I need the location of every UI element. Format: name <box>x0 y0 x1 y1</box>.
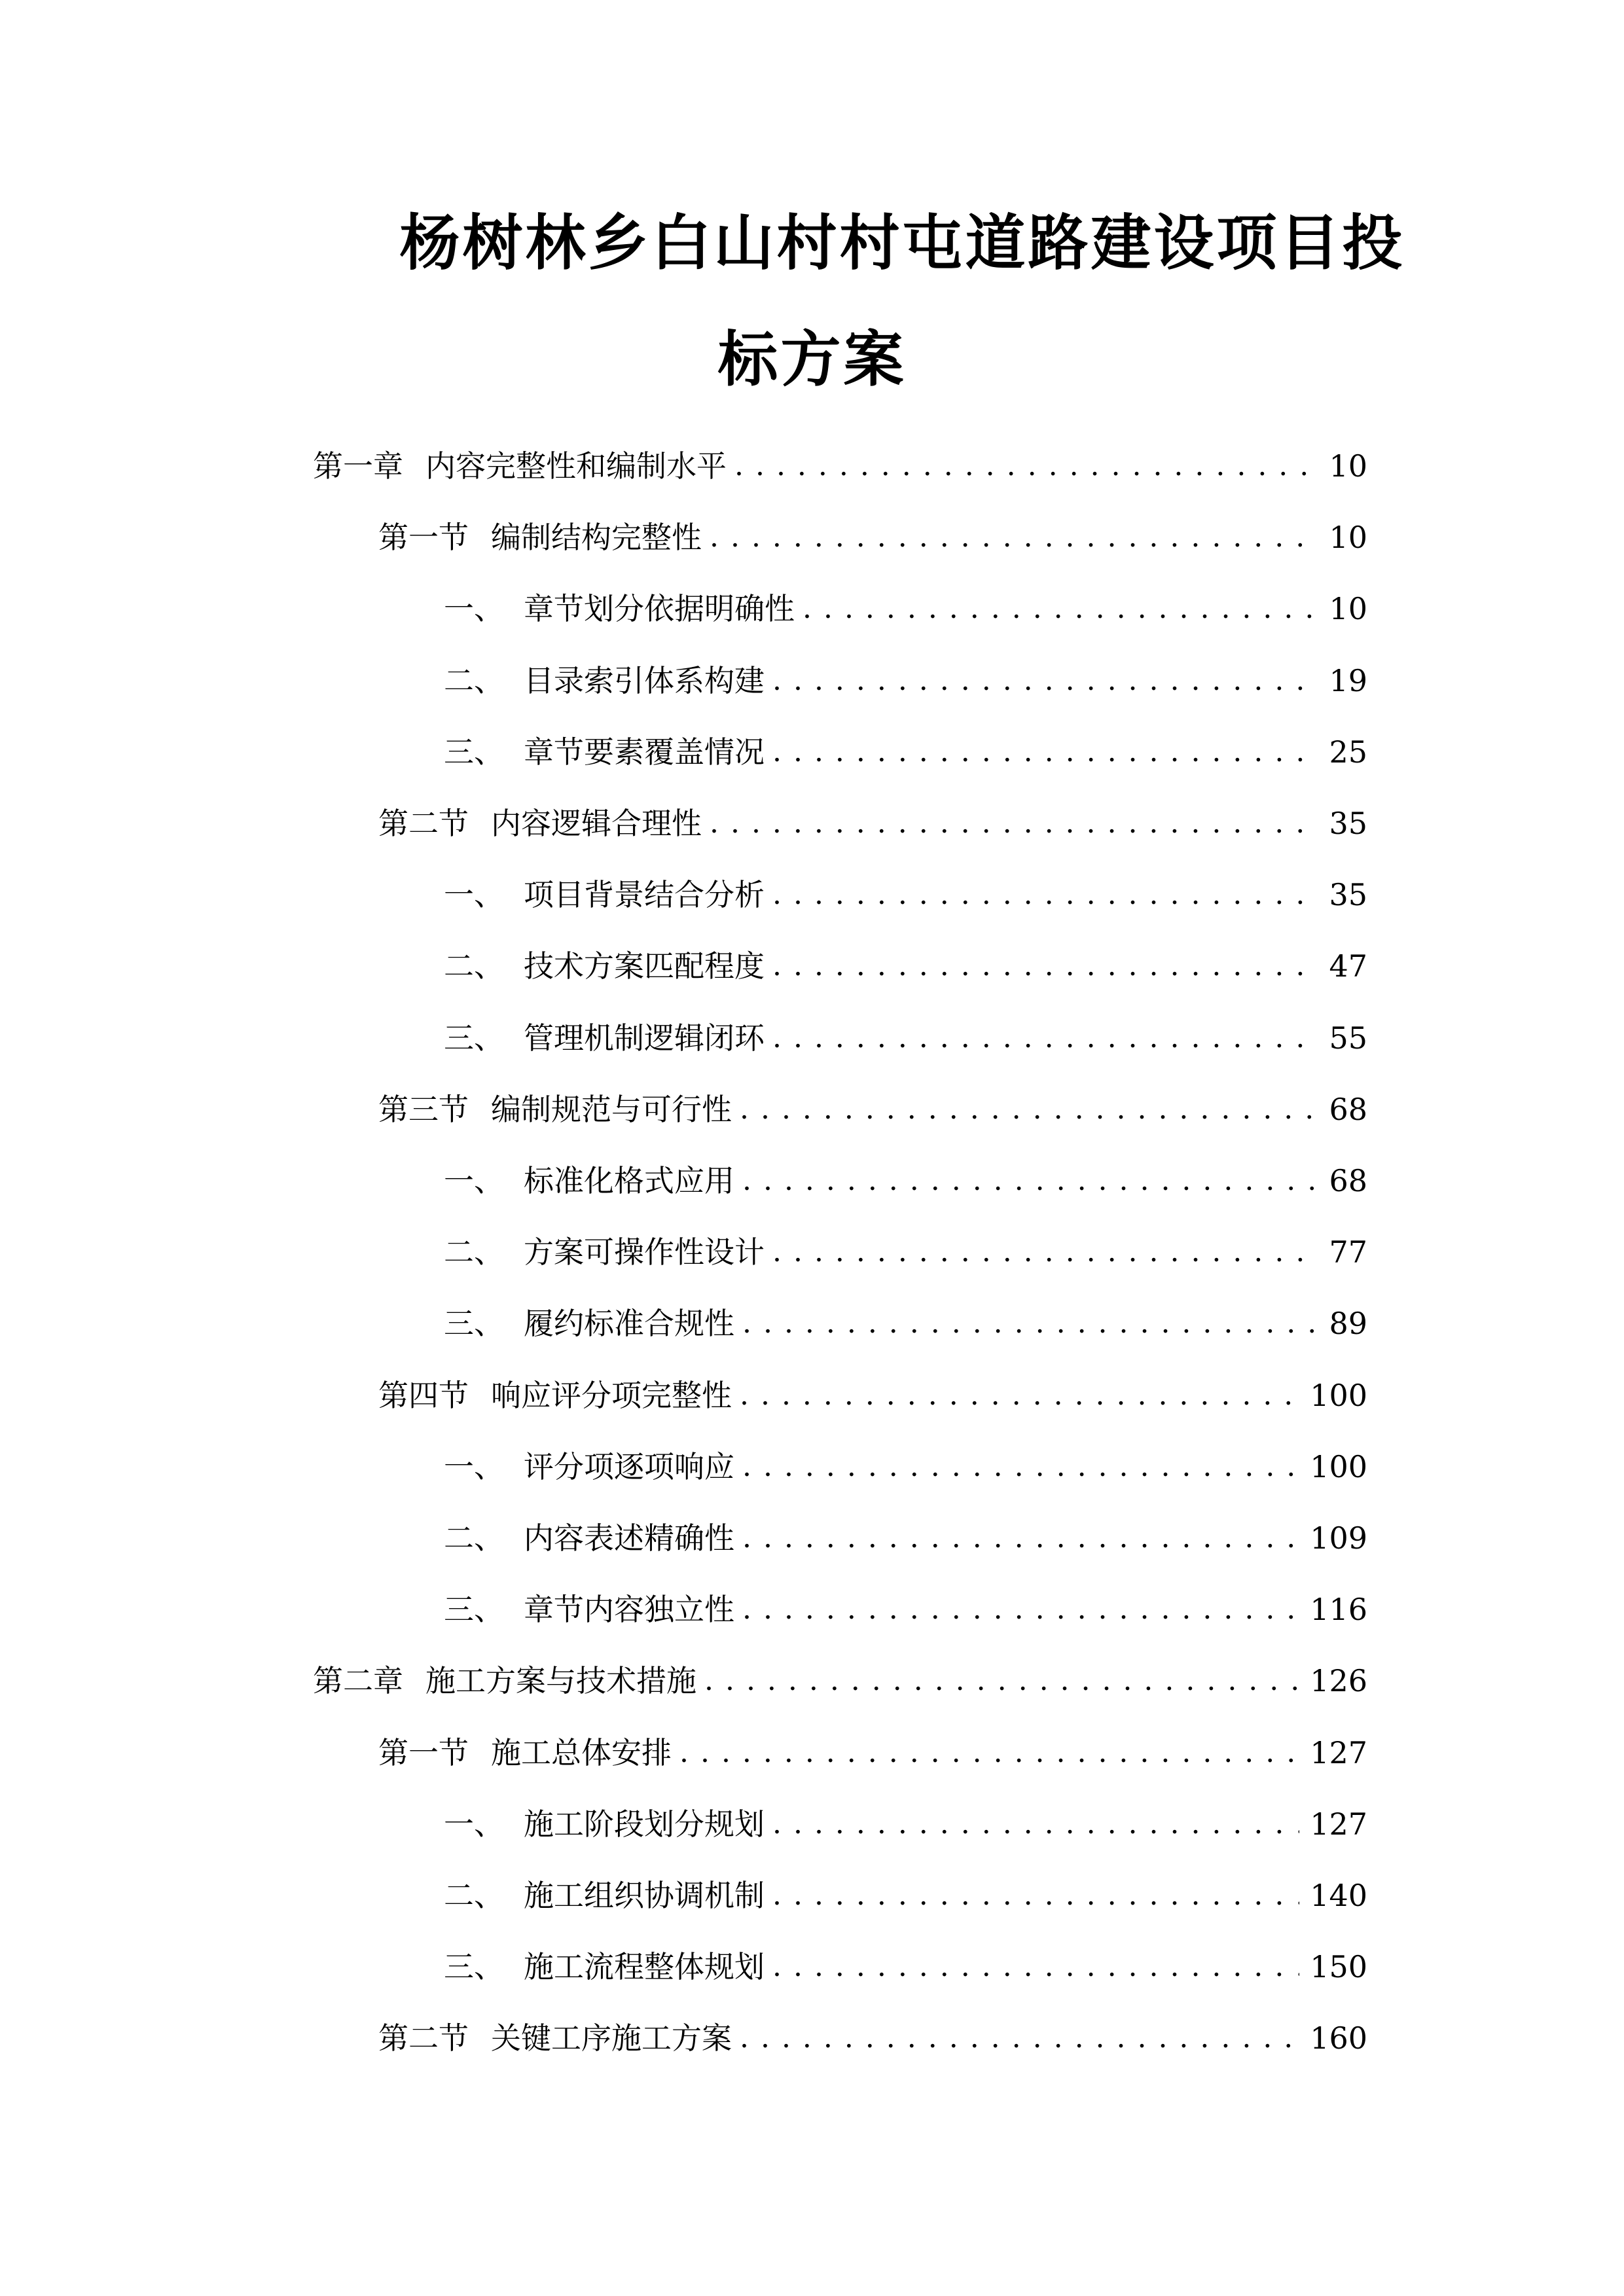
toc-entry-number: 三、 <box>444 1306 504 1341</box>
toc-entry-number: 第一章 <box>313 448 403 484</box>
toc-entry-title: 章节要素覆盖情况 <box>524 734 765 770</box>
toc-entry-title: 施工组织协调机制 <box>524 1878 765 1913</box>
toc-dot-leader <box>742 1161 1318 1200</box>
toc-entry[interactable] <box>313 446 1367 486</box>
toc-entry-page-number: 10 <box>1329 520 1367 555</box>
toc-entry-page-number: 100 <box>1310 1378 1367 1413</box>
toc-entry-number: 三、 <box>444 734 504 770</box>
toc-entry[interactable] <box>444 661 1367 700</box>
toc-dot-leader <box>734 446 1318 486</box>
toc-entry-page-number: 150 <box>1310 1949 1367 1984</box>
toc-entry[interactable] <box>378 1376 1367 1415</box>
toc-entry-number: 二、 <box>444 1878 504 1913</box>
toc-dot-leader <box>742 1447 1299 1486</box>
toc-entry-page-number: 116 <box>1310 1592 1367 1627</box>
toc-entry-number: 第一节 <box>378 520 469 555</box>
toc-entry-number: 二、 <box>444 1234 504 1270</box>
toc-dot-leader <box>772 661 1318 700</box>
toc-entry-title: 内容表述精确性 <box>524 1520 734 1556</box>
toc-dot-leader <box>772 875 1318 914</box>
toc-entry-page-number: 89 <box>1329 1306 1367 1341</box>
toc-entry[interactable] <box>378 2018 1367 2058</box>
toc-entry[interactable] <box>378 1733 1367 1772</box>
toc-entry-page-number: 109 <box>1310 1520 1367 1556</box>
toc-entry[interactable] <box>444 1447 1367 1486</box>
toc-entry-number: 二、 <box>444 1520 504 1556</box>
toc-dot-leader <box>772 1804 1299 1844</box>
toc-entry[interactable] <box>444 1304 1367 1343</box>
toc-dot-leader <box>740 1376 1299 1415</box>
toc-entry-number: 第二节 <box>378 2020 469 2056</box>
toc-entry-title: 方案可操作性设计 <box>524 1234 765 1270</box>
toc-dot-leader <box>772 1947 1299 1986</box>
toc-dot-leader <box>679 1733 1299 1772</box>
toc-entry-page-number: 160 <box>1310 2020 1367 2056</box>
toc-entry[interactable] <box>444 875 1367 914</box>
toc-entry[interactable] <box>444 1232 1367 1272</box>
toc-entry-page-number: 68 <box>1329 1092 1367 1127</box>
toc-entry-page-number: 127 <box>1310 1806 1367 1842</box>
toc-entry-page-number: 10 <box>1329 591 1367 626</box>
toc-entry-number: 一、 <box>444 1449 504 1484</box>
toc-entry-number: 第三节 <box>378 1092 469 1127</box>
toc-entry-page-number: 19 <box>1329 663 1367 698</box>
toc-entry-number: 二、 <box>444 948 504 984</box>
toc-entry[interactable] <box>444 1161 1367 1200</box>
toc-entry-number: 二、 <box>444 663 504 698</box>
toc-entry-number: 第四节 <box>378 1378 469 1413</box>
toc-dot-leader <box>772 1876 1299 1915</box>
toc-entry-title: 章节内容独立性 <box>524 1592 734 1627</box>
toc-dot-leader <box>742 1518 1299 1558</box>
toc-entry-title: 施工阶段划分规划 <box>524 1806 765 1842</box>
toc-entry-page-number: 35 <box>1329 877 1367 912</box>
toc-entry-title: 关键工序施工方案 <box>491 2020 732 2056</box>
toc-entry-title: 履约标准合规性 <box>524 1306 734 1341</box>
toc-dot-leader <box>803 589 1318 628</box>
toc-dot-leader <box>704 1661 1299 1700</box>
toc-entry-number: 第二节 <box>378 806 469 841</box>
toc-entry-number: 一、 <box>444 591 504 626</box>
toc-entry[interactable] <box>444 1518 1367 1558</box>
toc-entry-number: 一、 <box>444 877 504 912</box>
toc-entry[interactable] <box>444 1590 1367 1629</box>
toc-entry[interactable] <box>444 589 1367 628</box>
document-title-line-2: 标方案 <box>717 325 907 395</box>
toc-dot-leader <box>740 2018 1299 2058</box>
toc-entry-title: 管理机制逻辑闭环 <box>524 1020 765 1056</box>
toc-entry-title: 编制规范与可行性 <box>491 1092 732 1127</box>
toc-entry-page-number: 127 <box>1310 1735 1367 1770</box>
toc-dot-leader <box>772 946 1318 986</box>
toc-dot-leader <box>772 1018 1318 1058</box>
toc-entry-title: 施工总体安排 <box>491 1735 672 1770</box>
toc-entry[interactable] <box>378 1090 1367 1129</box>
toc-dot-leader <box>772 1232 1318 1272</box>
toc-entry[interactable] <box>444 1018 1367 1058</box>
toc-entry-title: 评分项逐项响应 <box>524 1449 734 1484</box>
toc-entry[interactable] <box>444 946 1367 986</box>
toc-entry[interactable] <box>444 732 1367 772</box>
toc-dot-leader <box>710 804 1318 843</box>
toc-entry-number: 三、 <box>444 1020 504 1056</box>
toc-dot-leader <box>742 1304 1318 1343</box>
toc-dot-leader <box>742 1590 1299 1629</box>
toc-entry-title: 施工方案与技术措施 <box>425 1663 696 1698</box>
toc-entry-number: 第一节 <box>378 1735 469 1770</box>
toc-entry-page-number: 140 <box>1310 1878 1367 1913</box>
toc-entry[interactable] <box>313 1661 1367 1700</box>
toc-entry[interactable] <box>444 1804 1367 1844</box>
toc-entry-number: 一、 <box>444 1163 504 1198</box>
toc-entry-title: 标准化格式应用 <box>524 1163 734 1198</box>
toc-entry-page-number: 47 <box>1329 948 1367 984</box>
toc-entry-number: 一、 <box>444 1806 504 1842</box>
toc-entry-page-number: 68 <box>1329 1163 1367 1198</box>
toc-entry-title: 目录索引体系构建 <box>524 663 765 698</box>
document-title-line-1: 杨树林乡白山村村屯道路建设项目投 <box>399 208 1405 278</box>
toc-entry-page-number: 77 <box>1329 1234 1367 1270</box>
toc-entry-title: 响应评分项完整性 <box>491 1378 732 1413</box>
toc-entry-number: 第二章 <box>313 1663 403 1698</box>
toc-entry-title: 内容逻辑合理性 <box>491 806 702 841</box>
toc-entry-title: 编制结构完整性 <box>491 520 702 555</box>
toc-entry[interactable] <box>444 1947 1367 1986</box>
toc-entry-title: 项目背景结合分析 <box>524 877 765 912</box>
toc-entry-title: 施工流程整体规划 <box>524 1949 765 1984</box>
toc-entry-page-number: 25 <box>1329 734 1367 770</box>
toc-entry-title: 章节划分依据明确性 <box>524 591 795 626</box>
toc-entry[interactable] <box>444 1876 1367 1915</box>
toc-dot-leader <box>772 732 1318 772</box>
toc-dot-leader <box>740 1090 1318 1129</box>
toc-entry[interactable] <box>378 518 1367 557</box>
toc-entry-page-number: 126 <box>1310 1663 1367 1698</box>
toc-entry-page-number: 100 <box>1310 1449 1367 1484</box>
toc-dot-leader <box>710 518 1318 557</box>
toc-entry-page-number: 35 <box>1329 806 1367 841</box>
toc-entry-page-number: 55 <box>1329 1020 1367 1056</box>
toc-entry-number: 三、 <box>444 1592 504 1627</box>
toc-entry-number: 三、 <box>444 1949 504 1984</box>
toc-entry-title: 技术方案匹配程度 <box>524 948 765 984</box>
toc-entry[interactable] <box>378 804 1367 843</box>
toc-entry-page-number: 10 <box>1329 448 1367 484</box>
toc-entry-title: 内容完整性和编制水平 <box>425 448 727 484</box>
